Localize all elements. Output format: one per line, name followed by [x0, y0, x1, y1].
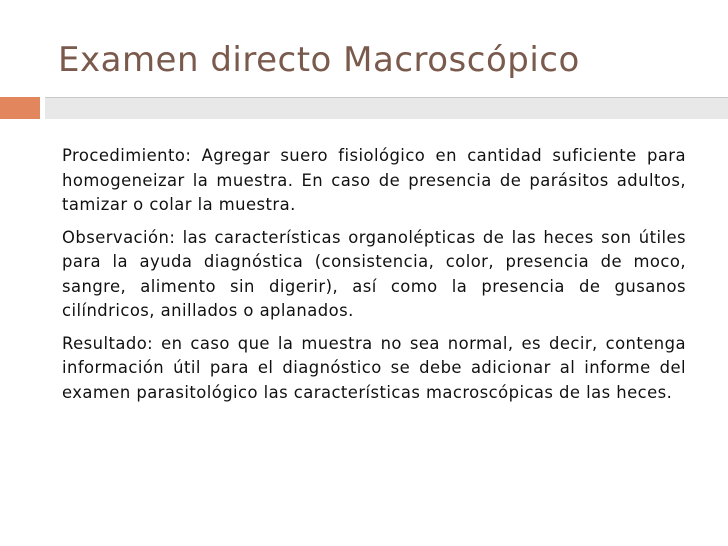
slide-body — [62, 144, 686, 413]
paragraph-procedimiento: Procedimiento: Agregar suero fisiológico en cantidad suficiente para homogeneizar la muestra. En caso de presencia de parásitos adultos, tamizar o colar la muestra. — [62, 146, 686, 214]
paragraph-resultado: Resultado: en caso que la muestra no sea normal, es decir, contenga información útil para el diagnóstico se debe adicionar al informe del examen parasitológico las características macroscópicas de las heces. — [62, 333, 686, 402]
title-accent-block — [0, 97, 40, 119]
title-rule-bar — [45, 98, 728, 119]
slide-title: Examen directo Macroscópico — [58, 40, 580, 80]
paragraph-observacion: Observación: las características organolépticas de las heces son útiles para la ayuda diagnóstica (consistencia, color, presencia de moco, sangre, alimento sin digerir), así como la presencia de gusanos cilíndricos, anillados o aplanados. — [62, 227, 686, 320]
